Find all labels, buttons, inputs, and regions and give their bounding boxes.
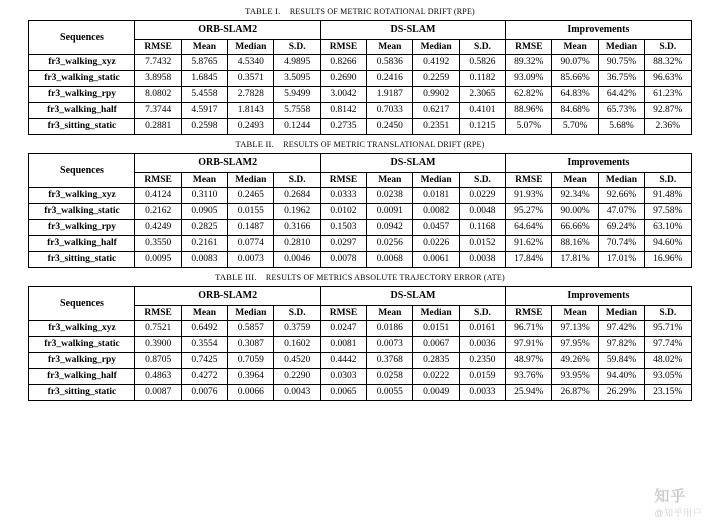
sequences-header: Sequences <box>29 21 135 55</box>
cell-value: 92.34% <box>552 188 598 204</box>
cell-value: 0.2810 <box>274 236 320 252</box>
subheader-rmse: RMSE <box>506 305 552 321</box>
cell-value: 0.1487 <box>228 220 274 236</box>
subheader-rmse: RMSE <box>135 39 181 55</box>
subheader-rmse: RMSE <box>135 305 181 321</box>
table-row <box>29 87 691 103</box>
cell-value: 0.6492 <box>181 321 227 337</box>
cell-value: 66.66% <box>552 220 598 236</box>
cell-value: 95.71% <box>645 321 691 337</box>
cell-value: 0.0229 <box>459 188 505 204</box>
subheader-median: Median <box>228 172 274 188</box>
cell-value: 0.0905 <box>181 204 227 220</box>
cell-value: 0.0186 <box>367 321 413 337</box>
table-header-row-groups <box>29 287 691 306</box>
table-block-3 <box>28 272 692 401</box>
cell-value: 91.48% <box>645 188 691 204</box>
cell-value: 63.10% <box>645 220 691 236</box>
cell-value: 70.74% <box>598 236 644 252</box>
cell-value: 0.0081 <box>320 337 366 353</box>
subheader-mean: Mean <box>181 39 227 55</box>
cell-value: 0.3768 <box>367 353 413 369</box>
cell-value: 0.8142 <box>320 103 366 119</box>
cell-value: 0.0078 <box>320 252 366 268</box>
cell-value: 0.2416 <box>367 71 413 87</box>
cell-value: 0.0073 <box>367 337 413 353</box>
cell-value: 90.00% <box>552 204 598 220</box>
cell-value: 0.2465 <box>228 188 274 204</box>
cell-value: 17.81% <box>552 252 598 268</box>
table-caption-label-1: TABLE I. <box>245 6 281 16</box>
group-header-orbslam2: ORB-SLAM2 <box>135 21 320 40</box>
cell-value: 59.84% <box>598 353 644 369</box>
cell-value: 0.3087 <box>228 337 274 353</box>
cell-value: 0.4442 <box>320 353 366 369</box>
cell-value: 0.2259 <box>413 71 459 87</box>
cell-value: 97.74% <box>645 337 691 353</box>
cell-value: 0.0303 <box>320 369 366 385</box>
cell-value: 97.42% <box>598 321 644 337</box>
table-caption-label-3: TABLE III. <box>215 272 257 283</box>
cell-value: 4.5340 <box>228 55 274 71</box>
cell-value: 0.3759 <box>274 321 320 337</box>
cell-value: 0.4249 <box>135 220 181 236</box>
table-header-row-groups <box>29 21 691 40</box>
cell-value: 0.4192 <box>413 55 459 71</box>
table-row <box>29 204 691 220</box>
subheader-rmse: RMSE <box>506 172 552 188</box>
cell-value: 64.42% <box>598 87 644 103</box>
cell-value: 0.1182 <box>459 71 505 87</box>
cell-value: 0.0036 <box>459 337 505 353</box>
cell-value: 64.83% <box>552 87 598 103</box>
subheader-median: Median <box>598 172 644 188</box>
cell-value: 48.02% <box>645 353 691 369</box>
results-table-3 <box>28 286 691 401</box>
group-header-dsslam: DS-SLAM <box>320 287 505 306</box>
cell-value: 0.0258 <box>367 369 413 385</box>
cell-value: 0.7033 <box>367 103 413 119</box>
cell-value: 4.5917 <box>181 103 227 119</box>
cell-value: 94.60% <box>645 236 691 252</box>
cell-value: 5.70% <box>552 119 598 135</box>
cell-value: 89.32% <box>506 55 552 71</box>
subheader-median: Median <box>413 39 459 55</box>
cell-value: 97.82% <box>598 337 644 353</box>
cell-value: 1.6845 <box>181 71 227 87</box>
cell-value: 0.0038 <box>459 252 505 268</box>
cell-value: 0.0033 <box>459 385 505 401</box>
group-header-improvements: Improvements <box>506 287 691 306</box>
cell-value: 0.4101 <box>459 103 505 119</box>
cell-value: 0.1168 <box>459 220 505 236</box>
cell-value: 0.0066 <box>228 385 274 401</box>
cell-value: 0.3110 <box>181 188 227 204</box>
sequence-name: fr3_walking_xyz <box>29 55 135 71</box>
cell-value: 0.0046 <box>274 252 320 268</box>
cell-value: 0.2493 <box>228 119 274 135</box>
cell-value: 92.66% <box>598 188 644 204</box>
sequence-name: fr3_walking_static <box>29 337 135 353</box>
cell-value: 2.7828 <box>228 87 274 103</box>
cell-value: 0.0222 <box>413 369 459 385</box>
cell-value: 0.0043 <box>274 385 320 401</box>
table-row <box>29 71 691 87</box>
table-row <box>29 369 691 385</box>
cell-value: 0.0067 <box>413 337 459 353</box>
cell-value: 88.32% <box>645 55 691 71</box>
table-row <box>29 188 691 204</box>
cell-value: 0.9902 <box>413 87 459 103</box>
sequence-name: fr3_walking_xyz <box>29 321 135 337</box>
cell-value: 0.0226 <box>413 236 459 252</box>
subheader-mean: Mean <box>367 305 413 321</box>
cell-value: 0.5857 <box>228 321 274 337</box>
cell-value: 0.0095 <box>135 252 181 268</box>
cell-value: 17.84% <box>506 252 552 268</box>
cell-value: 0.2162 <box>135 204 181 220</box>
sequence-name: fr3_walking_half <box>29 369 135 385</box>
cell-value: 65.73% <box>598 103 644 119</box>
cell-value: 0.7425 <box>181 353 227 369</box>
cell-value: 0.1962 <box>274 204 320 220</box>
table-block-2 <box>28 139 692 268</box>
table-caption-1 <box>28 6 692 16</box>
cell-value: 0.7521 <box>135 321 181 337</box>
cell-value: 7.3744 <box>135 103 181 119</box>
cell-value: 5.9499 <box>274 87 320 103</box>
cell-value: 0.3900 <box>135 337 181 353</box>
cell-value: 0.5826 <box>459 55 505 71</box>
cell-value: 0.2835 <box>413 353 459 369</box>
cell-value: 1.8143 <box>228 103 274 119</box>
cell-value: 0.2735 <box>320 119 366 135</box>
cell-value: 0.0159 <box>459 369 505 385</box>
cell-value: 16.96% <box>645 252 691 268</box>
table-row <box>29 220 691 236</box>
subheader-sd: S.D. <box>459 305 505 321</box>
table-row <box>29 103 691 119</box>
subheader-mean: Mean <box>552 39 598 55</box>
cell-value: 0.0068 <box>367 252 413 268</box>
table-row <box>29 321 691 337</box>
cell-value: 0.0333 <box>320 188 366 204</box>
sequences-header: Sequences <box>29 287 135 321</box>
subheader-sd: S.D. <box>645 39 691 55</box>
cell-value: 0.0065 <box>320 385 366 401</box>
sequence-name: fr3_sitting_static <box>29 385 135 401</box>
cell-value: 0.0181 <box>413 188 459 204</box>
cell-value: 5.8765 <box>181 55 227 71</box>
cell-value: 0.1602 <box>274 337 320 353</box>
cell-value: 25.94% <box>506 385 552 401</box>
cell-value: 0.1215 <box>459 119 505 135</box>
cell-value: 47.07% <box>598 204 644 220</box>
cell-value: 0.0238 <box>367 188 413 204</box>
cell-value: 93.05% <box>645 369 691 385</box>
cell-value: 0.0152 <box>459 236 505 252</box>
subheader-mean: Mean <box>181 305 227 321</box>
subheader-sd: S.D. <box>274 39 320 55</box>
cell-value: 0.0073 <box>228 252 274 268</box>
cell-value: 90.75% <box>598 55 644 71</box>
cell-value: 0.0087 <box>135 385 181 401</box>
cell-value: 97.95% <box>552 337 598 353</box>
cell-value: 93.76% <box>506 369 552 385</box>
cell-value: 96.63% <box>645 71 691 87</box>
sequence-name: fr3_sitting_static <box>29 252 135 268</box>
cell-value: 0.0774 <box>228 236 274 252</box>
cell-value: 95.27% <box>506 204 552 220</box>
cell-value: 0.0457 <box>413 220 459 236</box>
watermark-title: 知乎 <box>654 488 687 505</box>
cell-value: 0.4863 <box>135 369 181 385</box>
cell-value: 0.0297 <box>320 236 366 252</box>
cell-value: 91.62% <box>506 236 552 252</box>
group-header-dsslam: DS-SLAM <box>320 21 505 40</box>
cell-value: 0.3964 <box>228 369 274 385</box>
cell-value: 2.36% <box>645 119 691 135</box>
cell-value: 0.2690 <box>320 71 366 87</box>
sequence-name: fr3_walking_xyz <box>29 188 135 204</box>
cell-value: 0.3571 <box>228 71 274 87</box>
cell-value: 97.91% <box>506 337 552 353</box>
cell-value: 5.07% <box>506 119 552 135</box>
subheader-sd: S.D. <box>645 305 691 321</box>
cell-value: 0.0155 <box>228 204 274 220</box>
cell-value: 97.13% <box>552 321 598 337</box>
subheader-rmse: RMSE <box>320 305 366 321</box>
cell-value: 0.3166 <box>274 220 320 236</box>
table-row <box>29 337 691 353</box>
cell-value: 0.8705 <box>135 353 181 369</box>
cell-value: 0.0256 <box>367 236 413 252</box>
cell-value: 0.1244 <box>274 119 320 135</box>
sequence-name: fr3_walking_half <box>29 236 135 252</box>
cell-value: 0.5836 <box>367 55 413 71</box>
table-caption-3 <box>28 272 692 282</box>
cell-value: 3.5095 <box>274 71 320 87</box>
cell-value: 0.2290 <box>274 369 320 385</box>
cell-value: 64.64% <box>506 220 552 236</box>
cell-value: 69.24% <box>598 220 644 236</box>
group-header-dsslam: DS-SLAM <box>320 154 505 173</box>
cell-value: 0.0048 <box>459 204 505 220</box>
cell-value: 3.0042 <box>320 87 366 103</box>
table-row <box>29 236 691 252</box>
watermark <box>654 485 702 519</box>
cell-value: 0.4520 <box>274 353 320 369</box>
cell-value: 0.4124 <box>135 188 181 204</box>
cell-value: 26.87% <box>552 385 598 401</box>
subheader-median: Median <box>598 305 644 321</box>
cell-value: 4.9895 <box>274 55 320 71</box>
cell-value: 5.4558 <box>181 87 227 103</box>
cell-value: 0.6217 <box>413 103 459 119</box>
cell-value: 93.09% <box>506 71 552 87</box>
table-caption-text-3: RESULTS OF METRICS ABSOLUTE TRAJECTORY ERROR (ATE) <box>265 273 505 283</box>
cell-value: 0.0082 <box>413 204 459 220</box>
subheader-sd: S.D. <box>274 172 320 188</box>
subheader-rmse: RMSE <box>320 39 366 55</box>
cell-value: 2.3065 <box>459 87 505 103</box>
cell-value: 0.0061 <box>413 252 459 268</box>
subheader-sd: S.D. <box>274 305 320 321</box>
subheader-median: Median <box>413 172 459 188</box>
cell-value: 8.0802 <box>135 87 181 103</box>
sequence-name: fr3_sitting_static <box>29 119 135 135</box>
cell-value: 96.71% <box>506 321 552 337</box>
subheader-mean: Mean <box>552 172 598 188</box>
cell-value: 93.95% <box>552 369 598 385</box>
table-caption-text-1: RESULTS OF METRIC ROTATIONAL DRIFT (RPE) <box>289 7 475 16</box>
cell-value: 1.9187 <box>367 87 413 103</box>
cell-value: 5.7558 <box>274 103 320 119</box>
cell-value: 0.0247 <box>320 321 366 337</box>
cell-value: 0.2881 <box>135 119 181 135</box>
cell-value: 0.1503 <box>320 220 366 236</box>
cell-value: 0.0161 <box>459 321 505 337</box>
cell-value: 36.75% <box>598 71 644 87</box>
cell-value: 0.2825 <box>181 220 227 236</box>
table-row <box>29 385 691 401</box>
cell-value: 0.0049 <box>413 385 459 401</box>
sequences-header: Sequences <box>29 154 135 188</box>
sequence-name: fr3_walking_rpy <box>29 353 135 369</box>
subheader-sd: S.D. <box>645 172 691 188</box>
cell-value: 0.8266 <box>320 55 366 71</box>
results-table-2 <box>28 153 691 268</box>
table-row <box>29 55 691 71</box>
cell-value: 97.58% <box>645 204 691 220</box>
subheader-rmse: RMSE <box>135 172 181 188</box>
cell-value: 88.16% <box>552 236 598 252</box>
group-header-orbslam2: ORB-SLAM2 <box>135 287 320 306</box>
subheader-sd: S.D. <box>459 39 505 55</box>
table-caption-2 <box>28 139 692 149</box>
group-header-orbslam2: ORB-SLAM2 <box>135 154 320 173</box>
subheader-mean: Mean <box>367 172 413 188</box>
cell-value: 48.97% <box>506 353 552 369</box>
table-caption-label-2: TABLE II. <box>235 139 274 150</box>
cell-value: 90.07% <box>552 55 598 71</box>
watermark-subtitle: @知乎用户 <box>654 508 702 518</box>
cell-value: 0.3550 <box>135 236 181 252</box>
subheader-median: Median <box>598 39 644 55</box>
cell-value: 0.2450 <box>367 119 413 135</box>
cell-value: 0.0091 <box>367 204 413 220</box>
cell-value: 0.0083 <box>181 252 227 268</box>
cell-value: 0.0076 <box>181 385 227 401</box>
cell-value: 0.0942 <box>367 220 413 236</box>
cell-value: 0.2350 <box>459 353 505 369</box>
table-header-row-groups <box>29 154 691 173</box>
subheader-rmse: RMSE <box>506 39 552 55</box>
table-caption-text-2: RESULTS OF METRIC TRANSLATIONAL DRIFT (RPE) <box>283 140 485 150</box>
subheader-median: Median <box>413 305 459 321</box>
cell-value: 0.2161 <box>181 236 227 252</box>
group-header-improvements: Improvements <box>506 21 691 40</box>
cell-value: 0.2598 <box>181 119 227 135</box>
cell-value: 26.29% <box>598 385 644 401</box>
cell-value: 0.2684 <box>274 188 320 204</box>
cell-value: 62.82% <box>506 87 552 103</box>
cell-value: 0.2351 <box>413 119 459 135</box>
subheader-median: Median <box>228 39 274 55</box>
cell-value: 91.93% <box>506 188 552 204</box>
sequence-name: fr3_walking_static <box>29 71 135 87</box>
cell-value: 85.66% <box>552 71 598 87</box>
results-table-1 <box>28 20 691 135</box>
cell-value: 0.0151 <box>413 321 459 337</box>
subheader-rmse: RMSE <box>320 172 366 188</box>
cell-value: 61.23% <box>645 87 691 103</box>
cell-value: 94.40% <box>598 369 644 385</box>
cell-value: 0.3554 <box>181 337 227 353</box>
subheader-mean: Mean <box>181 172 227 188</box>
subheader-mean: Mean <box>552 305 598 321</box>
subheader-median: Median <box>228 305 274 321</box>
group-header-improvements: Improvements <box>506 154 691 173</box>
cell-value: 49.26% <box>552 353 598 369</box>
cell-value: 0.4272 <box>181 369 227 385</box>
cell-value: 0.7059 <box>228 353 274 369</box>
subheader-mean: Mean <box>367 39 413 55</box>
cell-value: 7.7432 <box>135 55 181 71</box>
table-row <box>29 252 691 268</box>
subheader-sd: S.D. <box>459 172 505 188</box>
cell-value: 92.87% <box>645 103 691 119</box>
cell-value: 0.0102 <box>320 204 366 220</box>
sequence-name: fr3_walking_rpy <box>29 87 135 103</box>
cell-value: 84.68% <box>552 103 598 119</box>
table-row <box>29 353 691 369</box>
sequence-name: fr3_walking_half <box>29 103 135 119</box>
cell-value: 0.0055 <box>367 385 413 401</box>
sequence-name: fr3_walking_rpy <box>29 220 135 236</box>
cell-value: 88.96% <box>506 103 552 119</box>
sequence-name: fr3_walking_static <box>29 204 135 220</box>
cell-value: 5.68% <box>598 119 644 135</box>
cell-value: 3.8958 <box>135 71 181 87</box>
cell-value: 23.15% <box>645 385 691 401</box>
table-block-1 <box>28 6 692 135</box>
cell-value: 17.01% <box>598 252 644 268</box>
table-row <box>29 119 691 135</box>
